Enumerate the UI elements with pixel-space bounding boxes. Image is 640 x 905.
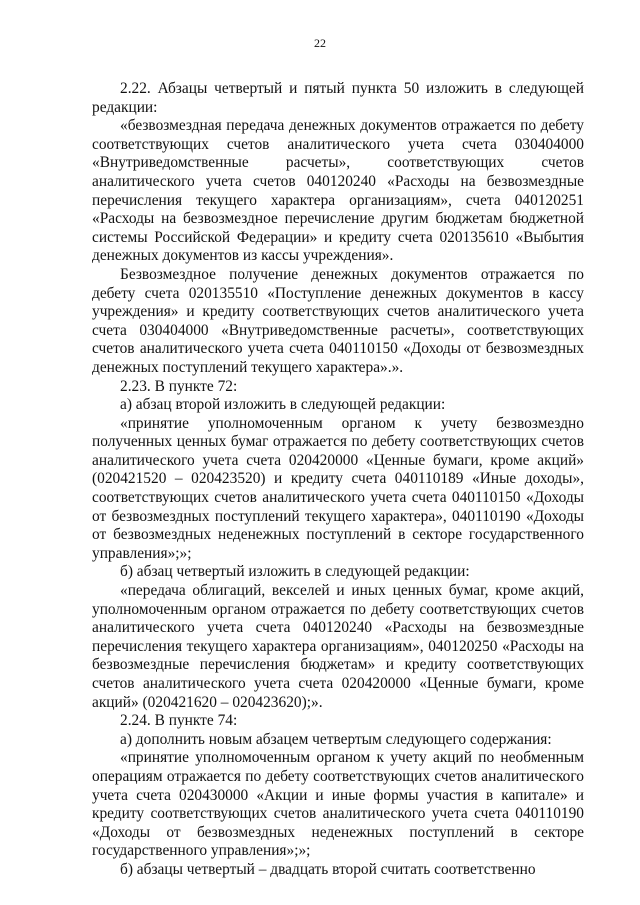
paragraph-2-23-heading: 2.23. В пункте 72: (120, 377, 238, 395)
paragraph-2-24-heading: 2.24. В пункте 74: (120, 712, 238, 730)
paragraph-quote-securities-acceptance: «принятие уполномоченным органом к учету безвозмездно полученных ценных бумаг отражается по дебету соответствующих счетов аналитического учета счета 020420000 «Ценные бумаги, кроме акций» (020421520 – 020423520) и кредиту счета 040110189 «Иные доходы», соответствующих счетов аналитического учета счета 040110150 «Доходы от безвозмездных поступлений текущего характера», 040110190 «Доходы от безвозмездных неденежных поступлений в секторе государственного управления»;»; (92, 414, 584, 562)
paragraph-quote-gratuitous-transfer: «безвозмездная передача денежных документов отражается по дебету соответствующих счетов аналитического учета счета 030404000 «Внутриведомственные расчеты», соответствующих счетов аналитического учета счетов 040120240 «Расходы на безвозмездные перечисления текущего характера организациям», счета 040120251 «Расходы на безвозмездное перечисление другим бюджетам бюджетной системы Российской Федерации» и кредиту счета 020135610 «Выбытия денежных документов из кассы учреждения». (92, 117, 584, 265)
paragraph-quote-shares-acceptance: «принятие уполномоченным органом к учету акций по необменным операциям отражается по дебету соответствующих счетов аналитического учета счета 020430000 «Акции и иные формы участия в капитале» и кредиту соответствующих счетов аналитического учета счета 040110190 «Доходы от безвозмездных неденежных поступлений в секторе государственного управления»;»; (92, 749, 584, 860)
paragraph-2-23-a: а) абзац второй изложить в следующей редакции: (120, 396, 446, 414)
paragraph-2-24-a: а) дополнить новым абзацем четвертым следующего содержания: (120, 730, 552, 748)
document-body (92, 80, 584, 880)
paragraph-quote-bonds-transfer: «передача облигаций, векселей и иных ценных бумаг, кроме акций, уполномоченным органом отражается по дебету соответствующих счетов аналитического учета счета 040120240 «Расходы на безвозмездные перечисления текущего характера организациям», 040120250 «Расходы на безвозмездные перечисления бюджетам» и кредиту соответствующих счетов аналитического учета счета 020420000 «Ценные бумаги, кроме акций» (020421620 – 020423620);». (92, 582, 584, 711)
paragraph-2-24-b: б) абзацы четвертый – двадцать второй считать соответственно (120, 860, 536, 878)
page-number: 22 (314, 36, 326, 50)
paragraph-2-22-heading: 2.22. Абзацы четвертый и пятый пункта 50 изложить в следующей редакции: (92, 80, 584, 116)
paragraph-gratuitous-receipt: Безвозмездное получение денежных документов отражается по дебету счета 020135510 «Поступление денежных документов в кассу учреждения» и кредиту соответствующих счетов аналитического учета счета 030404000 «Внутриведомственные расчеты», соответствующих счетов аналитического учета счета 040110150 «Доходы от безвозмездных денежных поступлений текущего характера».». (92, 265, 584, 376)
paragraph-2-23-b: б) абзац четвертый изложить в следующей редакции: (120, 563, 470, 581)
